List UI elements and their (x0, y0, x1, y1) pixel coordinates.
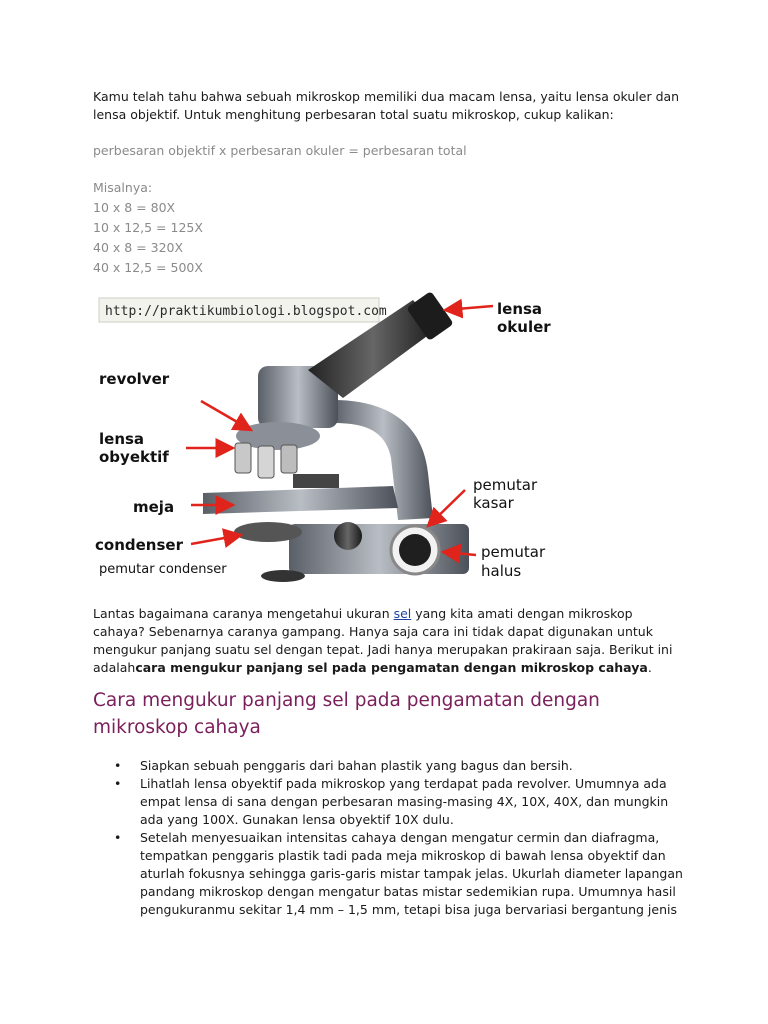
label-lensa-obyektif-1: lensa (99, 430, 145, 448)
example-line: 10 x 8 = 80X (93, 200, 176, 215)
microscope-diagram (93, 288, 563, 593)
explanation-paragraph (93, 605, 683, 677)
para2-end: . (647, 660, 652, 675)
bullet-icon: • (114, 830, 122, 845)
label-pemutar-halus-2: halus (481, 562, 522, 580)
condenser-part (234, 522, 302, 542)
label-lensa-okuler-1: lensa (497, 300, 543, 318)
bullet-icon: • (114, 776, 122, 791)
label-condenser: condenser (95, 536, 183, 554)
objective-lens (281, 445, 297, 473)
objective-lens (258, 446, 274, 478)
magnification-formula: perbesaran objektif x perbesaran okuler = perbesaran total (93, 143, 467, 158)
label-pemutar-halus-1: pemutar (481, 543, 546, 561)
para2-text-start: Lantas bagaimana caranya mengetahui ukuran (93, 606, 394, 621)
examples-block (93, 178, 683, 278)
mirror (261, 570, 305, 582)
coarse-knob (334, 522, 362, 550)
label-pemutar-kasar-2: kasar (473, 494, 514, 512)
arrow-revolver (201, 401, 251, 430)
objective-lens (235, 443, 251, 473)
examples-label: Misalnya: (93, 180, 153, 195)
step-text: Siapkan sebuah penggaris dari bahan plastik yang bagus dan bersih. (140, 758, 573, 773)
label-pemutar-kasar-1: pemutar (473, 476, 538, 494)
intro-paragraph: Kamu telah tahu bahwa sebuah mikroskop memiliki dua macam lensa, yaitu lensa okuler dan lensa objektif. Untuk menghitung perbesaran total suatu mikroskop, cukup kalikan: (93, 89, 680, 122)
arrow-coarse (428, 490, 465, 526)
example-line: 40 x 12,5 = 500X (93, 260, 203, 275)
step-text: Lihatlah lensa obyektif pada mikroskop yang terdapat pada revolver. Umumnya ada empat lensa di sana dengan perbesaran masing-masing 4X, 10X, 40X, dan mungkin ada yang 100X. Gunakan lensa obyektif 10X dulu. (140, 776, 669, 827)
microscope-base (289, 524, 469, 574)
arrow-condenser (191, 535, 241, 544)
list-item (114, 829, 683, 919)
microscope-figure (93, 288, 563, 593)
stage-clip (293, 474, 339, 488)
step-text: Setelah menyesuaikan intensitas cahaya dengan mengatur cermin dan diafragma, tempatkan penggaris plastik tadi pada meja mikroskop di bawah lensa obyektif dan aturlah fokusnya sehingga garis-garis mistar tampak jelas. Ukurlah diameter lapangan pandang mikroskop dengan mengatur batas mistar sedemikian rupa. Umumnya hasil pengukuranmu sekitar 1,4 mm – 1,5 mm, tetapi bisa juga bervariasi bergantung jenis (140, 830, 683, 917)
url-text: http://praktikumbiologi.blogspot.com (105, 304, 387, 319)
section-heading: Cara mengukur panjang sel pada pengamatan dengan mikroskop cahaya (93, 690, 600, 738)
arrow-ocular (445, 306, 493, 310)
label-meja: meja (133, 498, 175, 516)
label-lensa-obyektif-2: obyektif (99, 448, 169, 466)
list-item (114, 775, 683, 829)
sel-link[interactable]: sel (393, 606, 412, 621)
example-line: 40 x 8 = 320X (93, 240, 184, 255)
para2-bold: cara mengukur panjang sel pada pengamatan dengan mikroskop cahaya (135, 660, 648, 675)
example-line: 10 x 12,5 = 125X (93, 220, 203, 235)
steps-list (93, 757, 683, 919)
label-pemutar-condenser: pemutar condenser (99, 562, 227, 577)
stage (203, 486, 398, 514)
fine-knob-inner (399, 534, 431, 566)
label-revolver: revolver (99, 370, 170, 388)
para2-text-middle: yang kita amati dengan mikroskop cahaya? Sebenarnya caranya gampang. Hanya saja cara ini tidak dapat digunakan untuk mengukur panjang suatu sel dengan tepat. Jadi hanya merupakan prakiraan saja. Berikut ini adalah (93, 606, 673, 675)
document-page (93, 88, 683, 919)
bullet-icon: • (114, 758, 122, 773)
label-lensa-okuler-2: okuler (497, 318, 551, 336)
list-item (114, 757, 683, 775)
